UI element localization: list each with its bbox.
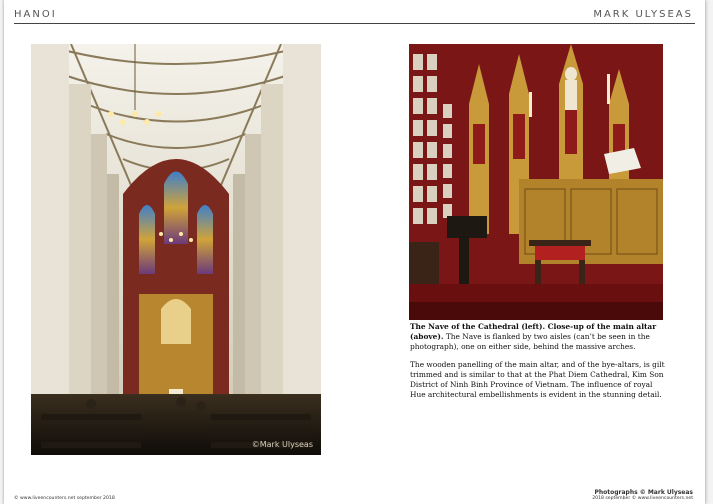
altar-illustration <box>409 44 663 320</box>
photo-caption <box>410 322 666 407</box>
magazine-page <box>4 0 705 504</box>
nave-illustration <box>31 44 321 455</box>
nave-photo <box>31 44 321 455</box>
caption-paragraph-1 <box>410 322 666 353</box>
photo-credit: Photographs © Mark Ulyseas <box>594 489 693 496</box>
section-title: HANOI <box>14 9 57 20</box>
altar-photo <box>409 44 663 320</box>
caption-lead: The Nave of the Cathedral (left). Close-up of the main altar (above). <box>410 322 657 342</box>
author-header: MARK ULYSEAS <box>593 9 693 20</box>
caption-lead-text: The Nave is flanked by two aisles (can’t be seen in the photograph), one on either side, behind the massive arches. <box>410 332 650 352</box>
footer-right <box>592 489 693 501</box>
photo-watermark: ©Mark Ulyseas <box>251 440 313 449</box>
footer-sub: 2018 september © www.liveencounters.net <box>592 496 693 501</box>
caption-paragraph-2: The wooden panelling of the main altar, and of the bye-altars, is gilt trimmed and is similar to that at the Phat Diem Cathedral, Kim Son District of Ninh Binh Province of Vietnam. The influence of royal Hue architectural embellishments is evident in the stunning detail. <box>410 359 665 400</box>
footer-left: © www.liveencounters.net september 2018 <box>14 496 115 501</box>
header-divider <box>14 23 695 24</box>
